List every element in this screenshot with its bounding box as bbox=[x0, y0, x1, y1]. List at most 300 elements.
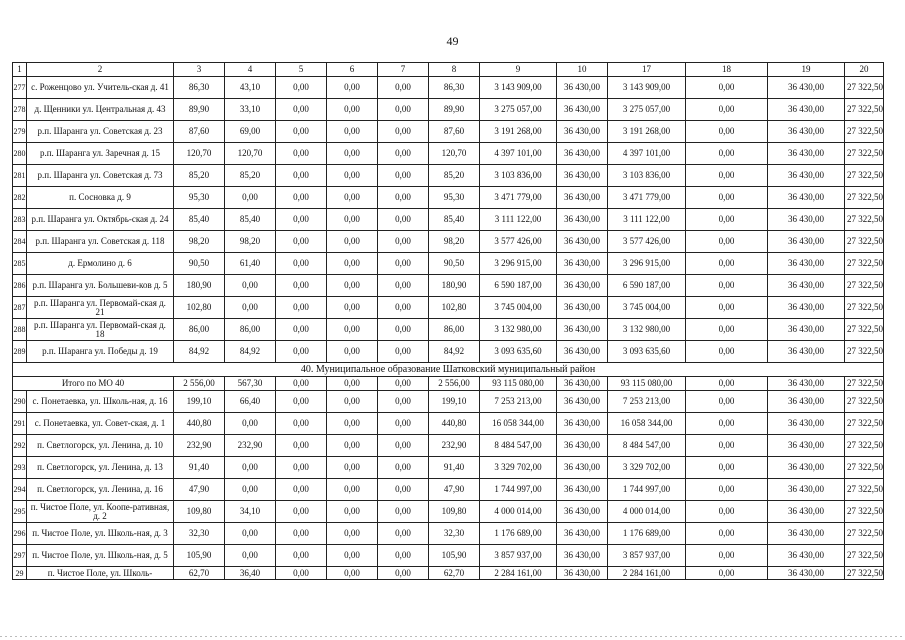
value-cell: 86,00 bbox=[225, 319, 276, 341]
value-cell: 0,00 bbox=[327, 523, 378, 545]
value-cell: 232,90 bbox=[225, 435, 276, 457]
value-cell: 0,00 bbox=[225, 413, 276, 435]
value-cell: 36 430,00 bbox=[768, 77, 845, 99]
table-row bbox=[13, 435, 884, 457]
value-cell: 3 471 779,00 bbox=[480, 187, 557, 209]
value-cell: 0,00 bbox=[225, 297, 276, 319]
value-cell: 36 430,00 bbox=[557, 413, 608, 435]
value-cell: 84,92 bbox=[225, 341, 276, 363]
value-cell: 0,00 bbox=[276, 275, 327, 297]
value-cell: 0,00 bbox=[378, 545, 429, 567]
value-cell: 33,10 bbox=[225, 99, 276, 121]
value-cell: 85,20 bbox=[225, 165, 276, 187]
value-cell: 36 430,00 bbox=[768, 143, 845, 165]
total-value: 0,00 bbox=[327, 377, 378, 391]
value-cell: 0,00 bbox=[327, 319, 378, 341]
value-cell: 0,00 bbox=[686, 319, 768, 341]
total-label: Итого по МО 40 bbox=[13, 377, 174, 391]
row-number: 291 bbox=[13, 413, 27, 435]
value-cell: 0,00 bbox=[327, 77, 378, 99]
table-row bbox=[13, 77, 884, 99]
value-cell: 0,00 bbox=[378, 341, 429, 363]
housing-table bbox=[12, 62, 884, 580]
value-cell: 0,00 bbox=[378, 121, 429, 143]
value-cell: 27 322,50 bbox=[845, 209, 884, 231]
value-cell: 0,00 bbox=[276, 253, 327, 275]
value-cell: 120,70 bbox=[225, 143, 276, 165]
value-cell: 27 322,50 bbox=[845, 231, 884, 253]
row-number: 278 bbox=[13, 99, 27, 121]
value-cell: 0,00 bbox=[378, 501, 429, 523]
column-header: 10 bbox=[557, 63, 608, 77]
row-number: 287 bbox=[13, 297, 27, 319]
value-cell: 0,00 bbox=[276, 341, 327, 363]
value-cell: 36 430,00 bbox=[557, 457, 608, 479]
value-cell: 0,00 bbox=[378, 413, 429, 435]
value-cell: 36 430,00 bbox=[768, 545, 845, 567]
value-cell: 0,00 bbox=[276, 479, 327, 501]
section-row bbox=[13, 363, 884, 377]
value-cell: 3 132 980,00 bbox=[480, 319, 557, 341]
value-cell: 3 111 122,00 bbox=[608, 209, 686, 231]
value-cell: 27 322,50 bbox=[845, 165, 884, 187]
value-cell: 440,80 bbox=[429, 413, 480, 435]
value-cell: 16 058 344,00 bbox=[480, 413, 557, 435]
value-cell: 36 430,00 bbox=[768, 391, 845, 413]
value-cell: 36 430,00 bbox=[557, 501, 608, 523]
table-row bbox=[13, 187, 884, 209]
row-number: 286 bbox=[13, 275, 27, 297]
total-value: 567,30 bbox=[225, 377, 276, 391]
value-cell: 0,00 bbox=[327, 187, 378, 209]
value-cell: 0,00 bbox=[327, 121, 378, 143]
value-cell: 3 191 268,00 bbox=[608, 121, 686, 143]
value-cell: 36 430,00 bbox=[768, 567, 845, 580]
value-cell: 0,00 bbox=[225, 457, 276, 479]
value-cell: 0,00 bbox=[686, 523, 768, 545]
address-cell: д. Ермолино д. 6 bbox=[27, 253, 174, 275]
value-cell: 0,00 bbox=[225, 275, 276, 297]
value-cell: 27 322,50 bbox=[845, 319, 884, 341]
value-cell: 36 430,00 bbox=[557, 77, 608, 99]
value-cell: 27 322,50 bbox=[845, 143, 884, 165]
value-cell: 0,00 bbox=[225, 523, 276, 545]
value-cell: 0,00 bbox=[378, 567, 429, 580]
value-cell: 0,00 bbox=[276, 121, 327, 143]
column-header: 8 bbox=[429, 63, 480, 77]
value-cell: 36 430,00 bbox=[768, 297, 845, 319]
value-cell: 0,00 bbox=[686, 231, 768, 253]
value-cell: 0,00 bbox=[327, 231, 378, 253]
value-cell: 36 430,00 bbox=[557, 209, 608, 231]
value-cell: 0,00 bbox=[327, 275, 378, 297]
value-cell: 3 857 937,00 bbox=[608, 545, 686, 567]
value-cell: 32,30 bbox=[429, 523, 480, 545]
value-cell: 0,00 bbox=[327, 253, 378, 275]
table-row bbox=[13, 319, 884, 341]
value-cell: 3 093 635,60 bbox=[608, 341, 686, 363]
total-value: 93 115 080,00 bbox=[480, 377, 557, 391]
total-value: 2 556,00 bbox=[174, 377, 225, 391]
value-cell: 91,40 bbox=[429, 457, 480, 479]
value-cell: 85,20 bbox=[174, 165, 225, 187]
value-cell: 47,90 bbox=[429, 479, 480, 501]
value-cell: 3 296 915,00 bbox=[608, 253, 686, 275]
value-cell: 36 430,00 bbox=[557, 545, 608, 567]
value-cell: 36 430,00 bbox=[557, 435, 608, 457]
address-cell: п. Сосновка д. 9 bbox=[27, 187, 174, 209]
address-cell: р.п. Шаранга ул. Победы д. 19 bbox=[27, 341, 174, 363]
value-cell: 0,00 bbox=[378, 209, 429, 231]
value-cell: 36 430,00 bbox=[557, 391, 608, 413]
value-cell: 0,00 bbox=[378, 435, 429, 457]
row-number: 288 bbox=[13, 319, 27, 341]
value-cell: 440,80 bbox=[174, 413, 225, 435]
address-cell: п. Чистое Поле, ул. Школь-ная, д. 5 bbox=[27, 545, 174, 567]
value-cell: 36 430,00 bbox=[557, 253, 608, 275]
value-cell: 0,00 bbox=[378, 231, 429, 253]
value-cell: 36 430,00 bbox=[557, 143, 608, 165]
value-cell: 98,20 bbox=[429, 231, 480, 253]
value-cell: 62,70 bbox=[174, 567, 225, 580]
value-cell: 27 322,50 bbox=[845, 567, 884, 580]
value-cell: 89,90 bbox=[174, 99, 225, 121]
total-value: 36 430,00 bbox=[557, 377, 608, 391]
value-cell: 0,00 bbox=[276, 165, 327, 187]
value-cell: 0,00 bbox=[378, 187, 429, 209]
value-cell: 0,00 bbox=[378, 319, 429, 341]
table-row bbox=[13, 121, 884, 143]
page-number: 49 bbox=[446, 34, 459, 48]
column-header: 17 bbox=[608, 63, 686, 77]
value-cell: 36 430,00 bbox=[768, 501, 845, 523]
value-cell: 6 590 187,00 bbox=[480, 275, 557, 297]
table-row bbox=[13, 341, 884, 363]
value-cell: 36 430,00 bbox=[557, 479, 608, 501]
value-cell: 90,50 bbox=[174, 253, 225, 275]
value-cell: 7 253 213,00 bbox=[608, 391, 686, 413]
value-cell: 16 058 344,00 bbox=[608, 413, 686, 435]
row-number: 293 bbox=[13, 457, 27, 479]
value-cell: 0,00 bbox=[686, 209, 768, 231]
value-cell: 69,00 bbox=[225, 121, 276, 143]
value-cell: 0,00 bbox=[378, 253, 429, 275]
value-cell: 1 176 689,00 bbox=[608, 523, 686, 545]
value-cell: 36 430,00 bbox=[557, 297, 608, 319]
value-cell: 3 132 980,00 bbox=[608, 319, 686, 341]
value-cell: 36 430,00 bbox=[768, 121, 845, 143]
value-cell: 95,30 bbox=[429, 187, 480, 209]
value-cell: 0,00 bbox=[686, 187, 768, 209]
address-cell: п. Чистое Поле, ул. Школь-ная, д. 3 bbox=[27, 523, 174, 545]
value-cell: 36 430,00 bbox=[557, 523, 608, 545]
value-cell: 2 284 161,00 bbox=[480, 567, 557, 580]
table-row bbox=[13, 99, 884, 121]
value-cell: 36 430,00 bbox=[768, 209, 845, 231]
value-cell: 0,00 bbox=[225, 545, 276, 567]
row-number: 296 bbox=[13, 523, 27, 545]
value-cell: 0,00 bbox=[378, 479, 429, 501]
value-cell: 27 322,50 bbox=[845, 253, 884, 275]
column-header: 2 bbox=[27, 63, 174, 77]
row-number: 289 bbox=[13, 341, 27, 363]
value-cell: 36 430,00 bbox=[768, 231, 845, 253]
address-cell: р.п. Шаранга ул. Большеви-ков д. 5 bbox=[27, 275, 174, 297]
value-cell: 180,90 bbox=[429, 275, 480, 297]
value-cell: 85,40 bbox=[174, 209, 225, 231]
value-cell: 36 430,00 bbox=[768, 99, 845, 121]
value-cell: 0,00 bbox=[686, 297, 768, 319]
value-cell: 36,40 bbox=[225, 567, 276, 580]
address-cell: р.п. Шаранга ул. Советская д. 73 bbox=[27, 165, 174, 187]
value-cell: 95,30 bbox=[174, 187, 225, 209]
value-cell: 36 430,00 bbox=[768, 479, 845, 501]
column-header: 19 bbox=[768, 63, 845, 77]
value-cell: 102,80 bbox=[174, 297, 225, 319]
table-row bbox=[13, 143, 884, 165]
value-cell: 0,00 bbox=[327, 297, 378, 319]
row-number: 294 bbox=[13, 479, 27, 501]
header-row bbox=[13, 63, 884, 77]
row-number: 290 bbox=[13, 391, 27, 413]
value-cell: 0,00 bbox=[686, 391, 768, 413]
value-cell: 36 430,00 bbox=[768, 341, 845, 363]
value-cell: 27 322,50 bbox=[845, 479, 884, 501]
value-cell: 105,90 bbox=[429, 545, 480, 567]
value-cell: 0,00 bbox=[327, 99, 378, 121]
value-cell: 0,00 bbox=[276, 209, 327, 231]
row-number: 279 bbox=[13, 121, 27, 143]
value-cell: 36 430,00 bbox=[768, 253, 845, 275]
value-cell: 1 744 997,00 bbox=[480, 479, 557, 501]
value-cell: 3 577 426,00 bbox=[608, 231, 686, 253]
value-cell: 61,40 bbox=[225, 253, 276, 275]
table-row bbox=[13, 501, 884, 523]
value-cell: 4 397 101,00 bbox=[480, 143, 557, 165]
value-cell: 120,70 bbox=[174, 143, 225, 165]
address-cell: п. Светлогорск, ул. Ленина, д. 10 bbox=[27, 435, 174, 457]
row-number: 283 bbox=[13, 209, 27, 231]
value-cell: 85,20 bbox=[429, 165, 480, 187]
row-number: 284 bbox=[13, 231, 27, 253]
value-cell: 3 745 004,00 bbox=[480, 297, 557, 319]
table-row bbox=[13, 231, 884, 253]
address-cell: п. Светлогорск, ул. Ленина, д. 16 bbox=[27, 479, 174, 501]
value-cell: 0,00 bbox=[686, 435, 768, 457]
value-cell: 0,00 bbox=[327, 567, 378, 580]
value-cell: 0,00 bbox=[276, 567, 327, 580]
value-cell: 0,00 bbox=[276, 99, 327, 121]
value-cell: 0,00 bbox=[378, 275, 429, 297]
address-cell: р.п. Шаранга ул. Первомай-ская д. 18 bbox=[27, 319, 174, 341]
value-cell: 27 322,50 bbox=[845, 77, 884, 99]
address-cell: с. Понетаевка, ул. Школь-ная, д. 16 bbox=[27, 391, 174, 413]
value-cell: 3 471 779,00 bbox=[608, 187, 686, 209]
value-cell: 0,00 bbox=[686, 545, 768, 567]
value-cell: 0,00 bbox=[276, 143, 327, 165]
value-cell: 0,00 bbox=[686, 165, 768, 187]
value-cell: 87,60 bbox=[429, 121, 480, 143]
address-cell: п. Чистое Поле, ул. Коопе-ративная, д. 2 bbox=[27, 501, 174, 523]
value-cell: 36 430,00 bbox=[768, 319, 845, 341]
value-cell: 0,00 bbox=[686, 99, 768, 121]
address-cell: д. Щенники ул. Центральная д. 43 bbox=[27, 99, 174, 121]
table-row bbox=[13, 413, 884, 435]
address-cell: р.п. Шаранга ул. Первомай-ская д. 21 bbox=[27, 297, 174, 319]
value-cell: 0,00 bbox=[378, 77, 429, 99]
value-cell: 62,70 bbox=[429, 567, 480, 580]
value-cell: 91,40 bbox=[174, 457, 225, 479]
value-cell: 102,80 bbox=[429, 297, 480, 319]
value-cell: 0,00 bbox=[327, 413, 378, 435]
value-cell: 199,10 bbox=[174, 391, 225, 413]
row-number: 281 bbox=[13, 165, 27, 187]
value-cell: 120,70 bbox=[429, 143, 480, 165]
value-cell: 0,00 bbox=[276, 413, 327, 435]
value-cell: 27 322,50 bbox=[845, 121, 884, 143]
total-value: 0,00 bbox=[378, 377, 429, 391]
value-cell: 36 430,00 bbox=[557, 121, 608, 143]
value-cell: 3 296 915,00 bbox=[480, 253, 557, 275]
value-cell: 27 322,50 bbox=[845, 275, 884, 297]
value-cell: 0,00 bbox=[276, 435, 327, 457]
value-cell: 36 430,00 bbox=[768, 165, 845, 187]
column-header: 3 bbox=[174, 63, 225, 77]
value-cell: 0,00 bbox=[276, 545, 327, 567]
value-cell: 85,40 bbox=[225, 209, 276, 231]
value-cell: 0,00 bbox=[686, 275, 768, 297]
value-cell: 36 430,00 bbox=[557, 187, 608, 209]
address-cell: р.п. Шаранга ул. Заречная д. 15 bbox=[27, 143, 174, 165]
total-value: 2 556,00 bbox=[429, 377, 480, 391]
address-cell: п. Светлогорск, ул. Ленина, д. 13 bbox=[27, 457, 174, 479]
value-cell: 0,00 bbox=[378, 165, 429, 187]
value-cell: 27 322,50 bbox=[845, 99, 884, 121]
value-cell: 8 484 547,00 bbox=[608, 435, 686, 457]
table-row bbox=[13, 209, 884, 231]
value-cell: 0,00 bbox=[686, 567, 768, 580]
value-cell: 0,00 bbox=[276, 187, 327, 209]
value-cell: 36 430,00 bbox=[557, 99, 608, 121]
address-cell: с. Понетаевка, ул. Совет-ская, д. 1 bbox=[27, 413, 174, 435]
value-cell: 0,00 bbox=[327, 209, 378, 231]
value-cell: 27 322,50 bbox=[845, 501, 884, 523]
value-cell: 0,00 bbox=[686, 479, 768, 501]
column-header: 1 bbox=[13, 63, 27, 77]
value-cell: 0,00 bbox=[378, 99, 429, 121]
value-cell: 3 111 122,00 bbox=[480, 209, 557, 231]
value-cell: 199,10 bbox=[429, 391, 480, 413]
value-cell: 36 430,00 bbox=[768, 413, 845, 435]
value-cell: 7 253 213,00 bbox=[480, 391, 557, 413]
value-cell: 109,80 bbox=[429, 501, 480, 523]
value-cell: 0,00 bbox=[276, 77, 327, 99]
value-cell: 27 322,50 bbox=[845, 187, 884, 209]
value-cell: 98,20 bbox=[174, 231, 225, 253]
row-number: 285 bbox=[13, 253, 27, 275]
row-number: 277 bbox=[13, 77, 27, 99]
value-cell: 105,90 bbox=[174, 545, 225, 567]
address-cell: с. Роженцово ул. Учитель-ская д. 41 bbox=[27, 77, 174, 99]
value-cell: 0,00 bbox=[327, 435, 378, 457]
value-cell: 1 744 997,00 bbox=[608, 479, 686, 501]
value-cell: 27 322,50 bbox=[845, 297, 884, 319]
column-header: 9 bbox=[480, 63, 557, 77]
value-cell: 36 430,00 bbox=[557, 319, 608, 341]
value-cell: 0,00 bbox=[327, 479, 378, 501]
value-cell: 1 176 689,00 bbox=[480, 523, 557, 545]
value-cell: 3 275 057,00 bbox=[608, 99, 686, 121]
value-cell: 0,00 bbox=[276, 523, 327, 545]
value-cell: 3 191 268,00 bbox=[480, 121, 557, 143]
value-cell: 0,00 bbox=[225, 187, 276, 209]
address-cell: р.п. Шаранга ул. Советская д. 23 bbox=[27, 121, 174, 143]
value-cell: 27 322,50 bbox=[845, 457, 884, 479]
value-cell: 2 284 161,00 bbox=[608, 567, 686, 580]
value-cell: 0,00 bbox=[378, 457, 429, 479]
value-cell: 36 430,00 bbox=[768, 457, 845, 479]
value-cell: 3 143 909,00 bbox=[608, 77, 686, 99]
value-cell: 36 430,00 bbox=[557, 567, 608, 580]
value-cell: 0,00 bbox=[686, 253, 768, 275]
scan-edge bbox=[0, 636, 905, 637]
row-number: 292 bbox=[13, 435, 27, 457]
table-row bbox=[13, 253, 884, 275]
value-cell: 27 322,50 bbox=[845, 413, 884, 435]
value-cell: 6 590 187,00 bbox=[608, 275, 686, 297]
value-cell: 85,40 bbox=[429, 209, 480, 231]
section-title: 40. Муниципальное образование Шатковский муниципальный район bbox=[13, 363, 884, 377]
value-cell: 0,00 bbox=[686, 501, 768, 523]
value-cell: 3 329 702,00 bbox=[480, 457, 557, 479]
value-cell: 86,00 bbox=[174, 319, 225, 341]
value-cell: 84,92 bbox=[174, 341, 225, 363]
table-row bbox=[13, 391, 884, 413]
total-value: 93 115 080,00 bbox=[608, 377, 686, 391]
address-cell: р.п. Шаранга ул. Октябрь-ская д. 24 bbox=[27, 209, 174, 231]
value-cell: 0,00 bbox=[276, 231, 327, 253]
value-cell: 86,30 bbox=[174, 77, 225, 99]
value-cell: 0,00 bbox=[327, 457, 378, 479]
value-cell: 0,00 bbox=[327, 391, 378, 413]
table-row bbox=[13, 457, 884, 479]
address-cell: р.п. Шаранга ул. Советская д. 118 bbox=[27, 231, 174, 253]
value-cell: 27 322,50 bbox=[845, 341, 884, 363]
row-number: 282 bbox=[13, 187, 27, 209]
row-number: 297 bbox=[13, 545, 27, 567]
value-cell: 0,00 bbox=[276, 297, 327, 319]
value-cell: 3 275 057,00 bbox=[480, 99, 557, 121]
value-cell: 34,10 bbox=[225, 501, 276, 523]
value-cell: 4 397 101,00 bbox=[608, 143, 686, 165]
value-cell: 3 577 426,00 bbox=[480, 231, 557, 253]
value-cell: 89,90 bbox=[429, 99, 480, 121]
value-cell: 3 857 937,00 bbox=[480, 545, 557, 567]
value-cell: 36 430,00 bbox=[557, 165, 608, 187]
value-cell: 0,00 bbox=[378, 523, 429, 545]
table-row bbox=[13, 479, 884, 501]
column-header: 20 bbox=[845, 63, 884, 77]
total-value: 27 322,50 bbox=[845, 377, 884, 391]
value-cell: 98,20 bbox=[225, 231, 276, 253]
table-row bbox=[13, 523, 884, 545]
value-cell: 0,00 bbox=[327, 165, 378, 187]
value-cell: 0,00 bbox=[276, 391, 327, 413]
column-header: 4 bbox=[225, 63, 276, 77]
value-cell: 3 329 702,00 bbox=[608, 457, 686, 479]
value-cell: 8 484 547,00 bbox=[480, 435, 557, 457]
value-cell: 0,00 bbox=[276, 319, 327, 341]
